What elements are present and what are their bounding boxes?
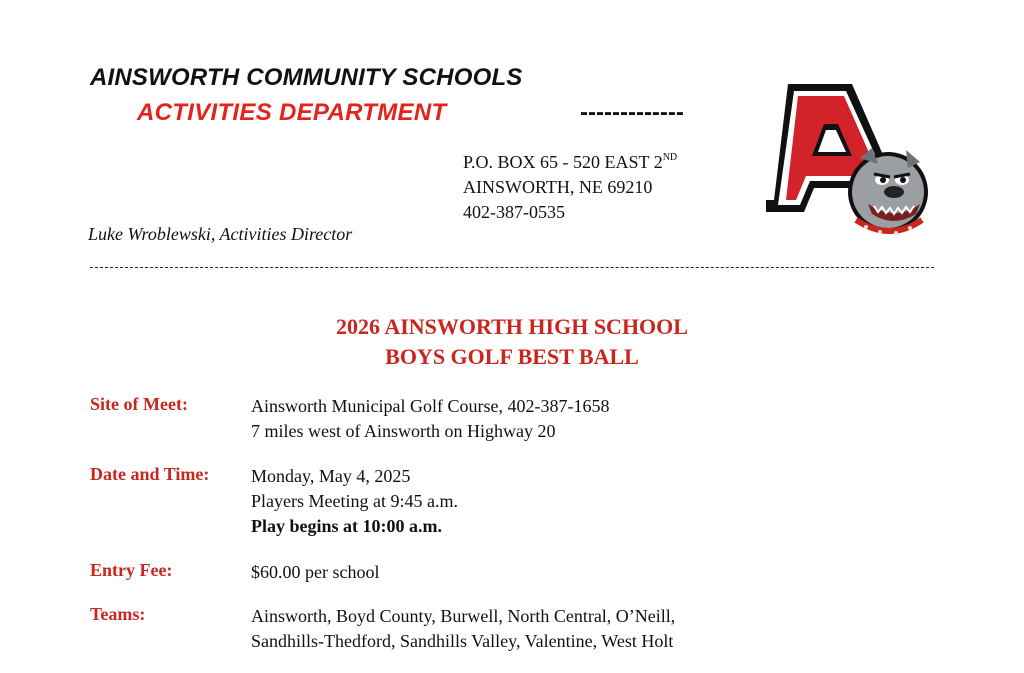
event-title-line-1: 2026 AINSWORTH HIGH SCHOOL: [336, 314, 688, 339]
date-line-2: Players Meeting at 9:45 a.m.: [251, 491, 458, 511]
fee-label: Entry Fee:: [90, 560, 173, 580]
header-divider: [90, 267, 934, 268]
date-line-1: Monday, May 4, 2025: [251, 466, 411, 486]
date-value: [251, 464, 458, 539]
ordinal-suffix: ND: [662, 152, 678, 163]
date-label: Date and Time:: [90, 464, 210, 484]
department-name: ACTIVITIES DEPARTMENT: [137, 99, 447, 126]
address-line-2: AINSWORTH, NE 69210: [463, 177, 653, 197]
event-title-line-2: BOYS GOLF BEST BALL: [385, 344, 639, 369]
teams-label: Teams:: [90, 604, 146, 624]
bulldog-logo: [760, 80, 935, 245]
activities-director: Luke Wroblewski, Activities Director: [88, 224, 353, 244]
teams-line-2: Sandhills-Thedford, Sandhills Valley, Valentine, West Holt: [251, 631, 674, 651]
teams-value: [251, 604, 675, 654]
phone-number: 402-387-0535: [463, 202, 565, 222]
site-line-2: 7 miles west of Ainsworth on Highway 20: [251, 421, 556, 441]
school-name: AINSWORTH COMMUNITY SCHOOLS: [90, 64, 523, 91]
date-line-3: Play begins at 10:00 a.m.: [251, 516, 442, 536]
teams-line-1: Ainsworth, Boyd County, Burwell, North Central, O’Neill,: [251, 606, 676, 626]
site-label: Site of Meet:: [90, 394, 188, 414]
address-line-1: P.O. BOX 65 - 520 EAST 2ND: [463, 152, 678, 172]
mailing-address: [463, 145, 677, 225]
site-line-1: Ainsworth Municipal Golf Course, 402-387-1658: [251, 396, 610, 416]
site-value: [251, 394, 609, 444]
fee-value: $60.00 per school: [251, 562, 380, 582]
header-dashes: -------------: [580, 99, 684, 126]
